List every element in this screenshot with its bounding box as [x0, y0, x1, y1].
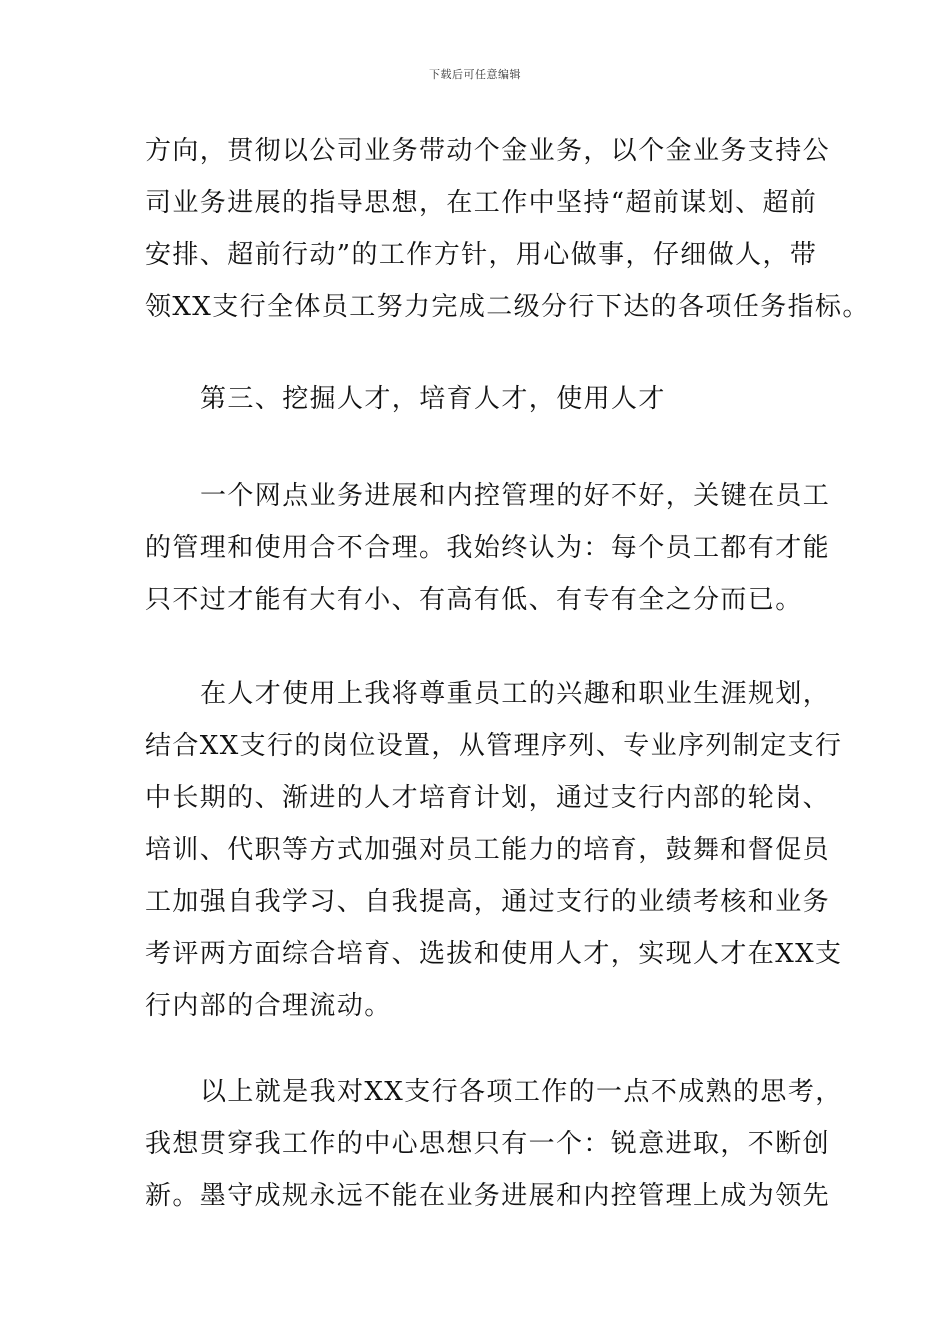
paragraph-line: 领XX支行全体员工努力完成二级分行下达的各项任务指标。 — [145, 292, 870, 322]
section-heading — [145, 373, 810, 425]
paragraph-line: 工加强自我学习、自我提高，通过支行的业绩考核和业务 — [145, 887, 831, 917]
paragraph-line: 方向，贯彻以公司业务带动个金业务，以个金业务支持公 — [145, 136, 831, 166]
paragraph-line: 考评两方面综合培育、选拔和使用人才，实现人才在XX支 — [145, 939, 843, 969]
page-header: 下载后可任意编辑 — [429, 68, 521, 81]
paragraph-line: 行内部的合理流动。 — [145, 991, 392, 1021]
paragraph-conclusion — [145, 1066, 843, 1222]
paragraph-line: 我想贯穿我工作的中心思想只有一个：锐意进取，不断创 — [145, 1129, 831, 1159]
paragraph-staff-management — [145, 470, 831, 626]
paragraph-line: 中长期的、渐进的人才培育计划，通过支行内部的轮岗、 — [145, 783, 831, 813]
paragraph-line: 司业务进展的指导思想，在工作中坚持“超前谋划、超前 — [145, 188, 818, 218]
paragraph-line: 一个网点业务进展和内控管理的好不好，关键在员工 — [200, 481, 831, 511]
paragraph-line: 的管理和使用合不合理。我始终认为：每个员工都有才能 — [145, 533, 831, 563]
paragraph-line: 培训、代职等方式加强对员工能力的培育，鼓舞和督促员 — [145, 835, 831, 865]
section-heading-text: 第三、挖掘人才，培育人才，使用人才 — [200, 384, 666, 414]
paragraph-line: 安排、超前行动”的工作方针，用心做事，仔细做人，带 — [145, 240, 818, 270]
paragraph-line: 结合XX支行的岗位设置，从管理序列、专业序列制定支行 — [145, 731, 843, 761]
paragraph-line: 以上就是我对XX支行各项工作的一点不成熟的思考， — [200, 1077, 843, 1107]
paragraph-line: 只不过才能有大有小、有高有低、有专有全之分而已。 — [145, 585, 803, 615]
paragraph-line: 新。墨守成规永远不能在业务进展和内控管理上成为领先 — [145, 1181, 831, 1211]
paragraph-talent-usage — [145, 668, 843, 1032]
paragraph-strategy-direction — [145, 125, 870, 333]
paragraph-line: 在人才使用上我将尊重员工的兴趣和职业生涯规划， — [200, 679, 831, 709]
